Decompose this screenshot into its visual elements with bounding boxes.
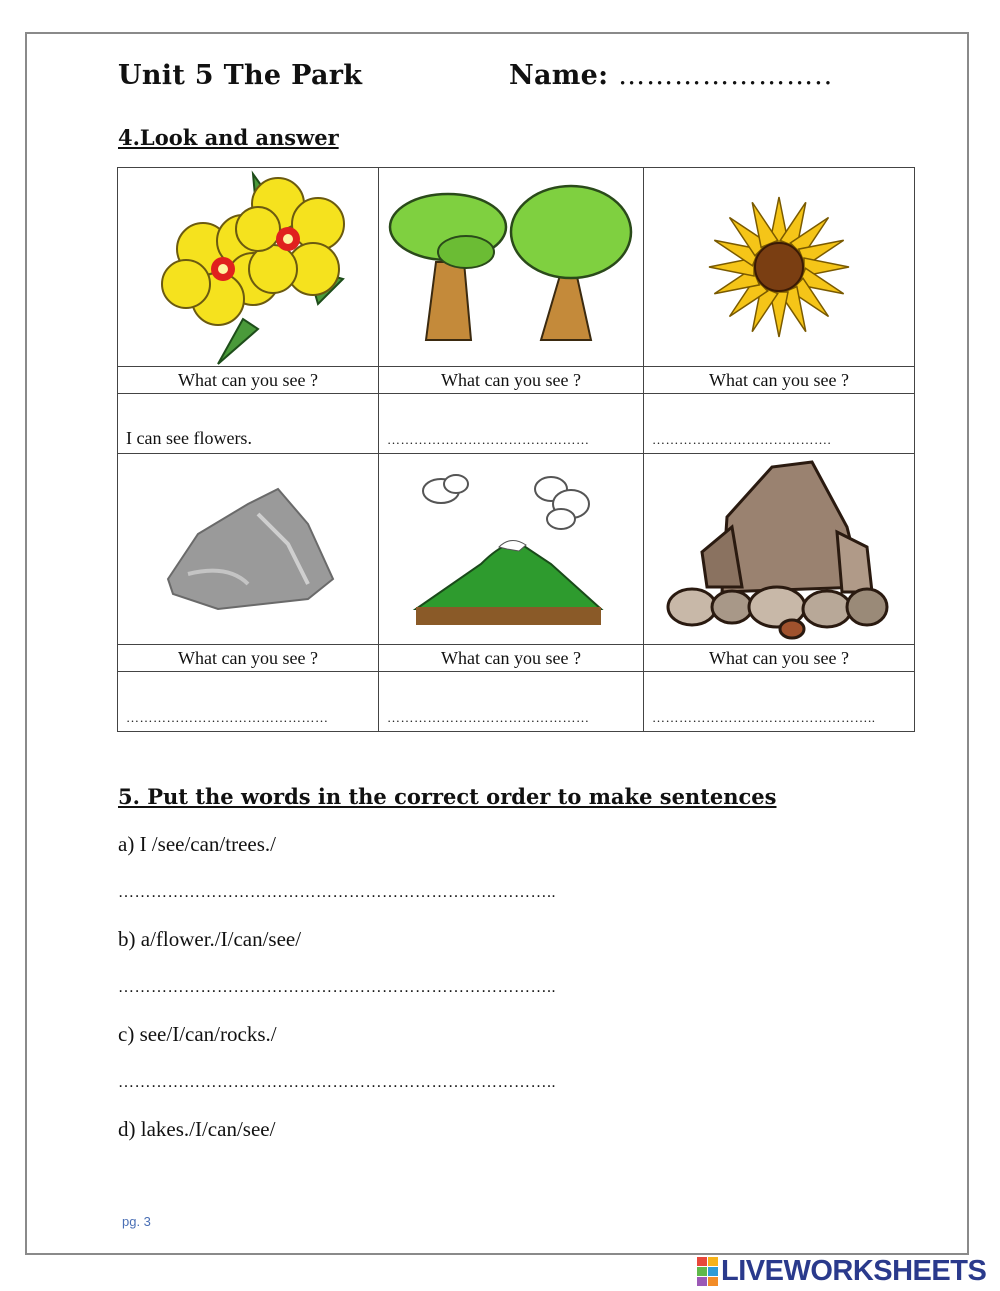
item-c-prompt: c) see/I/can/rocks./ (118, 1022, 277, 1046)
brand-name: LIVEWORKSHEETS (721, 1254, 987, 1287)
answer-6[interactable] (644, 672, 915, 732)
trees-cell (379, 168, 644, 367)
name-label: Name: (509, 60, 609, 91)
answer-5[interactable] (379, 672, 644, 732)
sunflower-picture (704, 192, 854, 342)
stone-cell (118, 454, 379, 645)
section-5-heading: 5. Put the words in the correct order to make sentences (118, 784, 777, 809)
answer-2[interactable] (379, 394, 644, 454)
item-a-prompt: a) I /see/can/trees./ (118, 832, 276, 856)
sunflower-cell (644, 168, 915, 367)
item-b-prompt: b) a/flower./I/can/see/ (118, 927, 302, 951)
item-a-answer-line[interactable]: …………………………………………………………………….. (118, 884, 556, 901)
answer-4-blank[interactable]: ……………………………………… (126, 710, 329, 725)
question-4: What can you see ? (118, 645, 379, 672)
question-5: What can you see ? (379, 645, 644, 672)
name-blank[interactable]: ………………….. (618, 60, 834, 91)
question-3: What can you see ? (644, 367, 915, 394)
question-1: What can you see ? (118, 367, 379, 394)
answer-3[interactable] (644, 394, 915, 454)
flowers-picture (148, 169, 348, 365)
worksheet-title: Unit 5 The Park (118, 60, 363, 91)
page-number: pg. 3 (122, 1214, 151, 1229)
rocks-cell (644, 454, 915, 645)
answer-2-blank[interactable]: ……………………………………… (387, 432, 590, 447)
answer-6-blank[interactable]: ………………………………………….. (652, 710, 876, 725)
answer-3-blank[interactable]: …………………………………. (652, 432, 832, 447)
trees-picture (386, 182, 636, 352)
answer-1: I can see flowers. (118, 394, 379, 454)
answer-5-blank[interactable]: ……………………………………… (387, 710, 590, 725)
item-c-answer-line[interactable]: …………………………………………………………………….. (118, 1074, 556, 1091)
name-field[interactable] (509, 60, 833, 91)
stone-picture (158, 484, 338, 614)
question-6: What can you see ? (644, 645, 915, 672)
rocks-picture (662, 457, 897, 642)
section-4-heading: 4.Look and answer (118, 125, 339, 150)
item-b-answer-line[interactable]: …………………………………………………………………….. (118, 979, 556, 996)
answer-4[interactable] (118, 672, 379, 732)
mountain-cell (379, 454, 644, 645)
mountain-picture (411, 469, 611, 629)
liveworksheets-brand[interactable] (697, 1254, 986, 1288)
item-d-prompt: d) lakes./I/can/see/ (118, 1117, 276, 1141)
flowers-cell (118, 168, 379, 367)
picture-question-table (117, 167, 915, 732)
question-2: What can you see ? (379, 367, 644, 394)
liveworksheets-logo-icon (697, 1257, 718, 1286)
